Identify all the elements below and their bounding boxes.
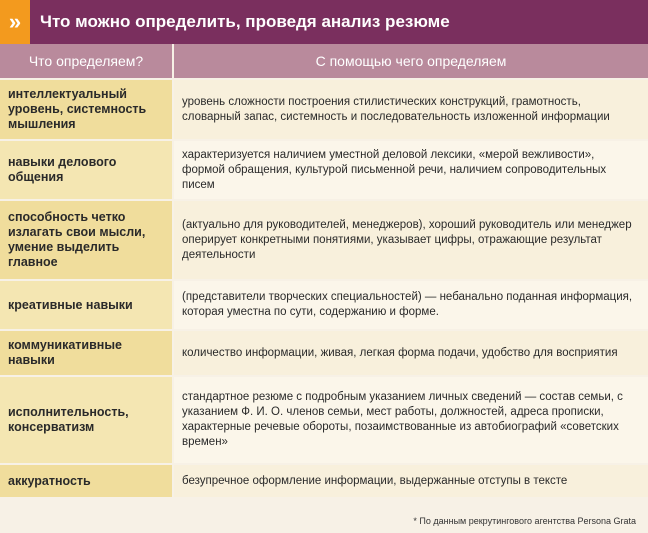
row-how: (представители творческих специальностей) — небанально поданная информация, которая уместна по сути, содержанию и форме.	[173, 280, 648, 330]
row-what: исполнительность, консерватизм	[0, 376, 173, 464]
table-row	[0, 280, 648, 330]
header-how: С помощью чего определяем	[172, 44, 648, 78]
table-row	[0, 376, 648, 464]
row-what: коммуникативные навыки	[0, 330, 173, 376]
row-how: количество информации, живая, легкая форма подачи, удобство для восприятия	[173, 330, 648, 376]
table-row	[0, 464, 648, 498]
row-what: креативные навыки	[0, 280, 173, 330]
table-row	[0, 80, 648, 140]
row-what: аккуратность	[0, 464, 173, 498]
row-how: безупречное оформление информации, выдержанные отступы в тексте	[173, 464, 648, 498]
row-what: навыки делового общения	[0, 140, 173, 200]
row-how: стандартное резюме с подробным указанием личных сведений — состав семьи, с указанием Ф. И. О. членов семьи, мест работы, должностей, адреса прописки, характерные речевые обороты, позаимствованные из автобиографий «советских времен»	[173, 376, 648, 464]
title-bar	[0, 0, 648, 44]
row-how: характеризуется наличием уместной деловой лексики, «мерой вежливости», формой обращения, культурой письменной речи, наличием сопроводительных писем	[173, 140, 648, 200]
footnote: * По данным рекрутингового агентства Persona Grata	[413, 516, 636, 526]
row-what: способность четко излагать свои мысли, умение выделить главное	[0, 200, 173, 280]
table-header	[0, 44, 648, 78]
chevron-icon: »	[0, 0, 30, 44]
row-how: (актуально для руководителей, менеджеров), хороший руководитель или менеджер оперирует конкретными понятиями, указывает цифры, отражающие результат деятельности	[173, 200, 648, 280]
header-what: Что определяем?	[28, 53, 144, 69]
row-how: уровень сложности построения стилистических конструкций, грамотность, словарный запас, системность и последовательность изложенной информации	[173, 80, 648, 140]
table-row	[0, 200, 648, 280]
page-title: Что можно определить, проведя анализ резюме	[40, 12, 450, 31]
row-what: интеллектуальный уровень, системность мышления	[0, 80, 173, 140]
table-row	[0, 140, 648, 200]
criteria-table	[0, 80, 648, 499]
table-row	[0, 330, 648, 376]
